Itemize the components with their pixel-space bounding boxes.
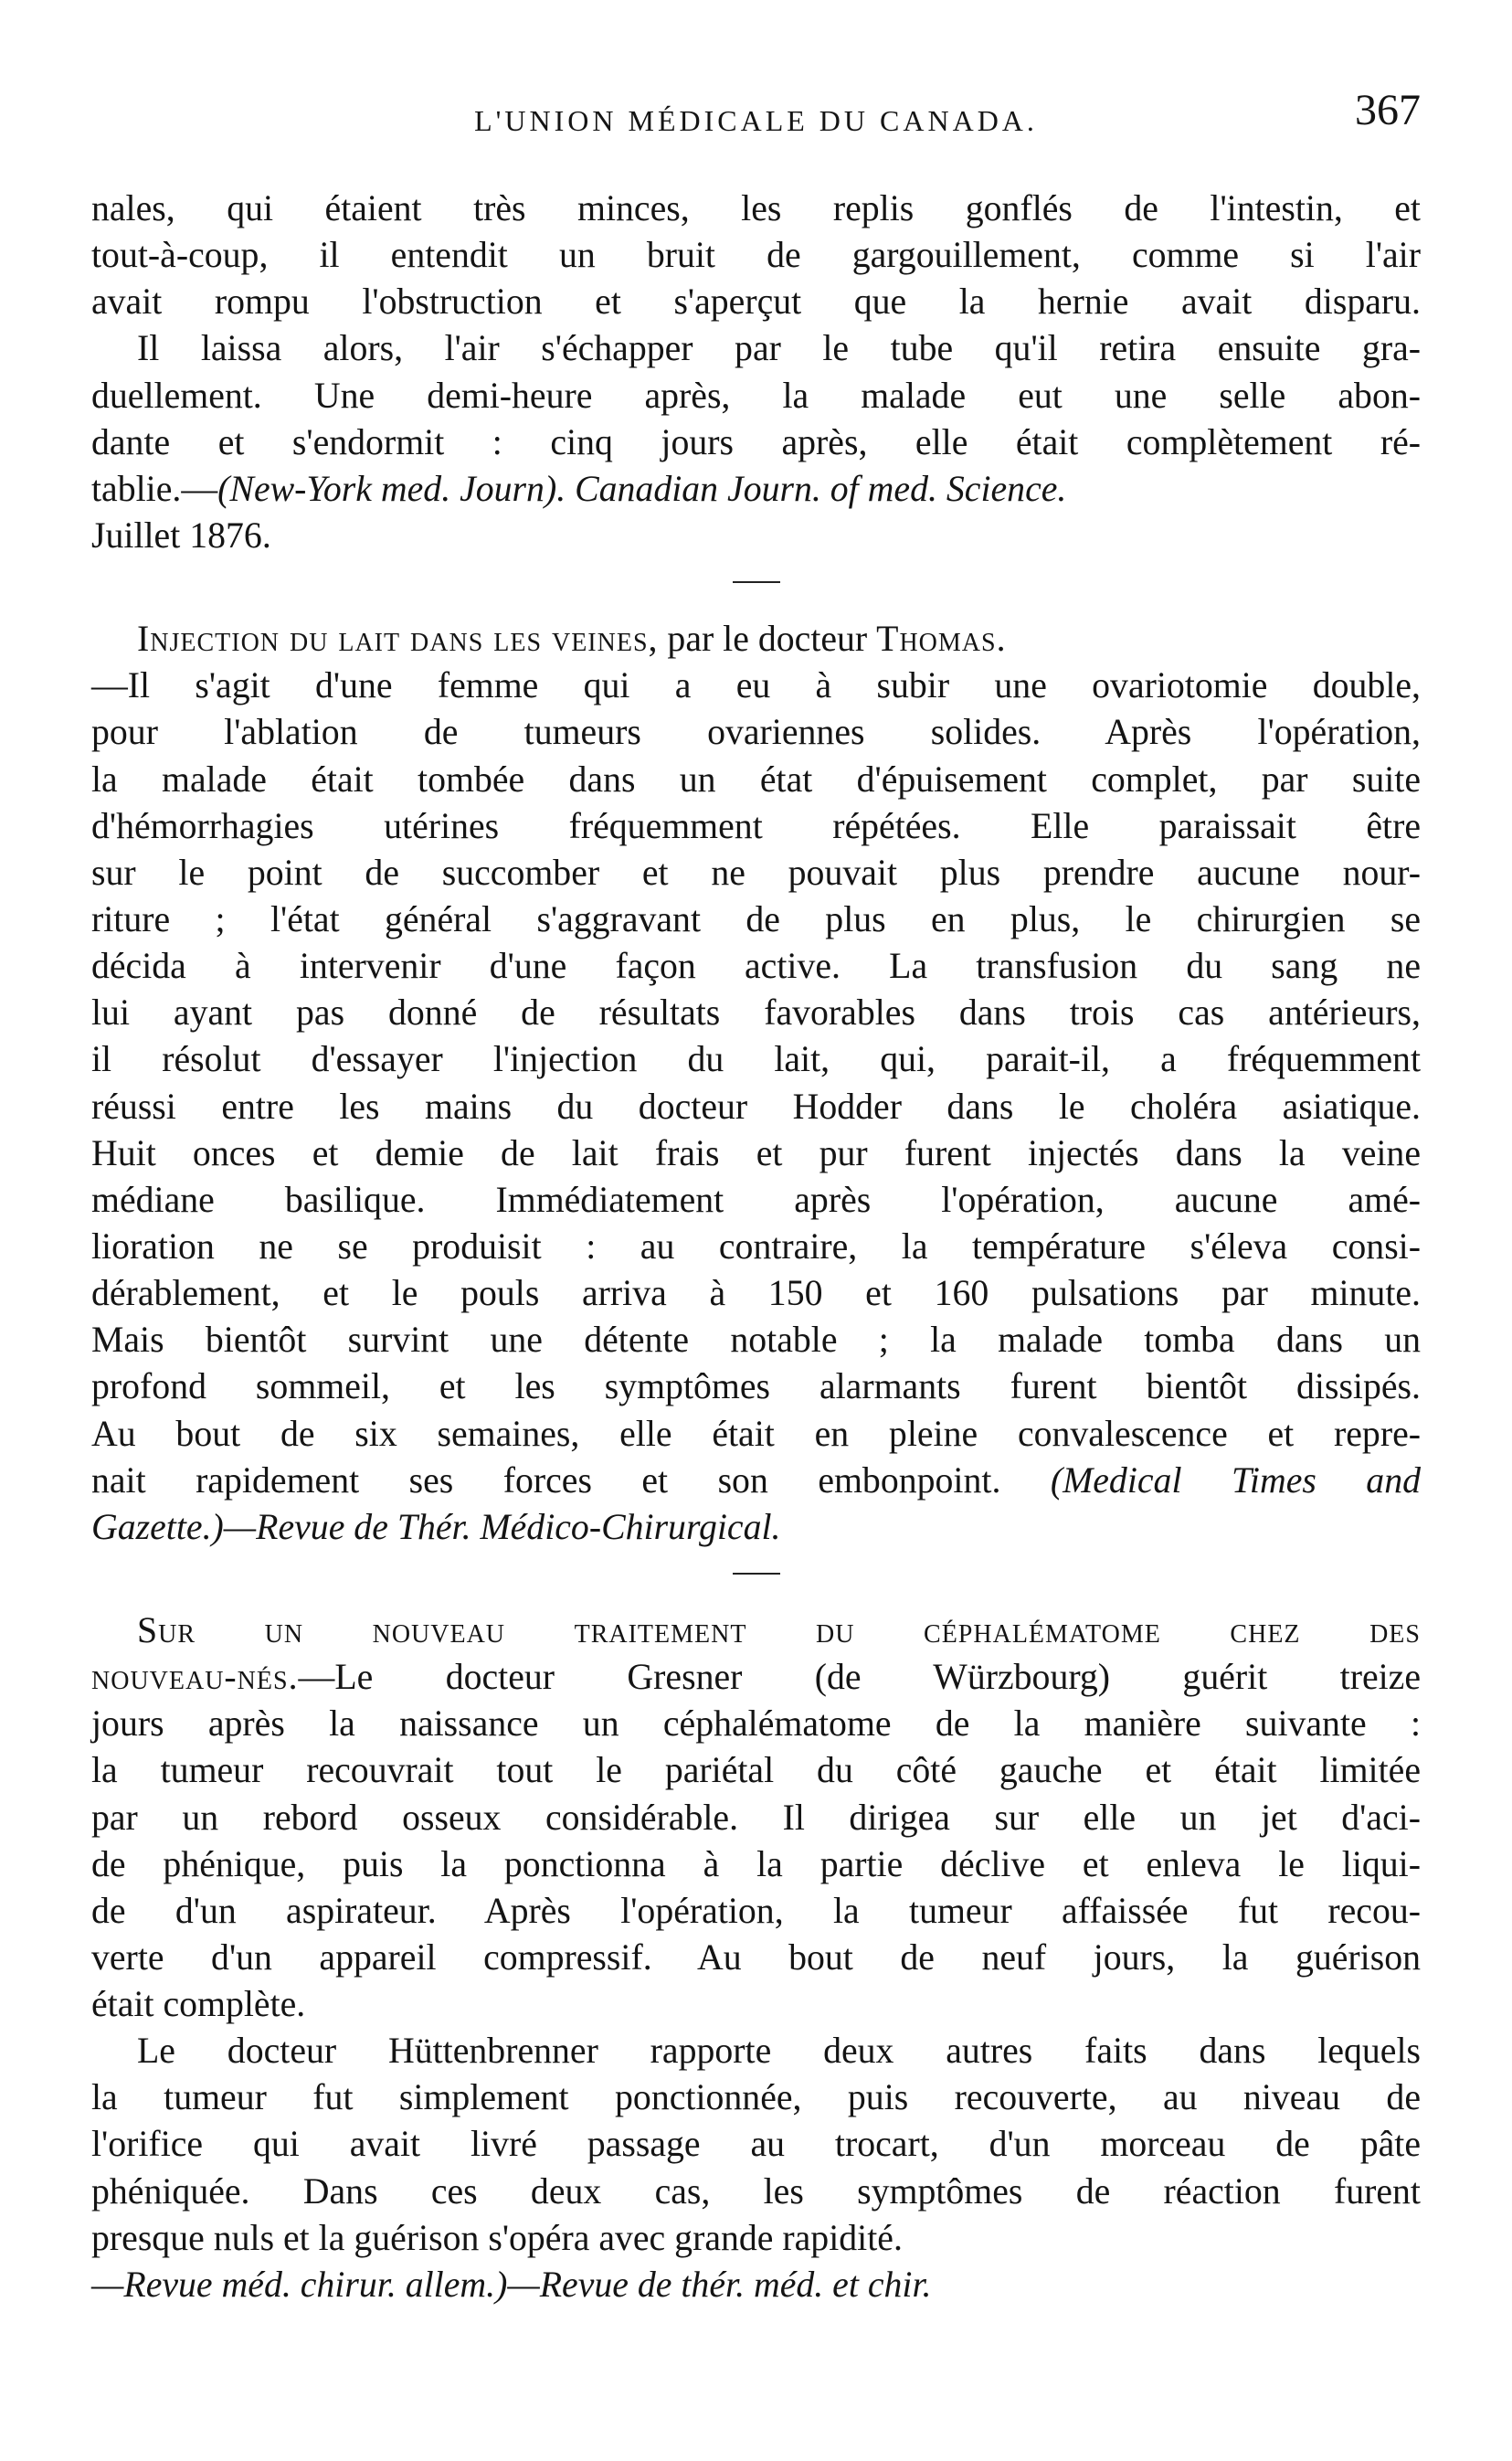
- text-line: il résolut d'essayer l'injection du lait, qui, parait-il, a fréquemment: [91, 1039, 1421, 1080]
- article-title: Sur un nouveau traitement du céphalématome chez des: [137, 1609, 1421, 1650]
- article-title: Injection du lait dans les veines,: [137, 619, 659, 660]
- section-separator: [733, 1573, 780, 1575]
- page-number: 367: [1355, 86, 1421, 134]
- text-line: Mais bientôt survint une détente notable ; la malade tomba dans un: [91, 1320, 1421, 1361]
- text-line: Huit onces et demie de lait frais et pur furent injectés dans la veine: [91, 1132, 1421, 1173]
- text-line: lui ayant pas donné de résultats favorables dans trois cas antérieurs,: [91, 992, 1421, 1034]
- article-cephalhematoma: [91, 1607, 1421, 2308]
- text-line: jours après la naissance un céphalématome de la manière suivante :: [91, 1703, 1421, 1745]
- text-fragment: —Le docteur Gresner (de Würzbourg) guérit treize: [298, 1657, 1421, 1698]
- text-fragment: par le docteur: [658, 619, 877, 660]
- source-citation: Gazette.)—Revue de Thér. Médico-Chirurgical.: [91, 1506, 781, 1547]
- text-line: riture ; l'état général s'aggravant de plus en plus, le chirurgien se: [91, 898, 1421, 939]
- running-head: [91, 87, 1421, 142]
- source-citation: —Revue méd. chirur. allem.)—Revue de thér. méd. et chir.: [91, 2264, 932, 2305]
- text-line: la tumeur recouvrait tout le pariétal du côté gauche et était limitée: [91, 1750, 1421, 1791]
- source-citation: (New-York med. Journ). Canadian Journ. of med. Science.: [217, 468, 1067, 509]
- text-line: Le docteur Hüttenbrenner rapporte deux autres faits dans lequels: [137, 2031, 1421, 2072]
- text-fragment: nait rapidement ses forces et son embonpoint.: [91, 1459, 1051, 1501]
- text-line: la malade était tombée dans un état d'épuisement complet, par suite: [91, 758, 1421, 800]
- text-line-reference: [91, 1458, 1421, 1504]
- text-line: presque nuls et la guérison s'opéra avec grande rapidité.: [91, 2217, 903, 2258]
- text-line: de phénique, puis la ponctionna à la partie déclive et enleva le liqui-: [91, 1843, 1421, 1884]
- citation-date: Juillet 1876.: [91, 514, 271, 556]
- text-line: d'hémorrhagies utérines fréquemment répétées. Elle paraissait être: [91, 805, 1421, 846]
- text-line: de d'un aspirateur. Après l'opération, la tumeur affaissée fut recou-: [91, 1890, 1421, 1931]
- text-line: médiane basilique. Immédiatement après l'opération, aucune amé-: [91, 1179, 1421, 1220]
- text-line: phéniquée. Dans ces deux cas, les symptômes de réaction furent: [91, 2170, 1421, 2212]
- text-line: était complète.: [91, 1984, 306, 2025]
- article-milk-injection: [91, 616, 1421, 1551]
- text-line: dérablement, et le pouls arriva à 150 et 160 pulsations par minute.: [91, 1273, 1421, 1314]
- text-line: la tumeur fut simplement ponctionnée, puis recouverte, au niveau de: [91, 2077, 1421, 2118]
- text-line: lioration ne se produisit : au contraire, la température s'éleva consi-: [91, 1225, 1421, 1267]
- text-line: par un rebord osseux considérable. Il dirigea sur elle un jet d'aci-: [91, 1797, 1421, 1838]
- text-line: Au bout de six semaines, elle était en pleine convalescence et repre-: [91, 1413, 1421, 1454]
- section-separator: [733, 581, 780, 583]
- text-line: réussi entre les mains du docteur Hodder dans le choléra asiatique.: [91, 1086, 1421, 1127]
- text-line: avait rompu l'obstruction et s'aperçut que la hernie avait disparu.: [91, 281, 1421, 323]
- text-line: l'orifice qui avait livré passage au trocart, d'un morceau de pâte: [91, 2124, 1421, 2165]
- text-line: dante et s'endormit : cinq jours après, elle était complètement ré-: [91, 421, 1421, 462]
- journal-title: L'UNION MÉDICALE DU CANADA.: [474, 104, 1038, 137]
- text-fragment: tablie.—: [91, 468, 218, 509]
- text-line: sur le point de succomber et ne pouvait plus prendre aucune nour-: [91, 852, 1421, 893]
- text-line-reference: [91, 466, 1421, 513]
- article-hernia-continued: [91, 186, 1421, 559]
- text-line: duellement. Une demi-heure après, la malade eut une selle abon-: [91, 375, 1421, 416]
- text-line: profond sommeil, et les symptômes alarmants furent bientôt dissipés.: [91, 1366, 1421, 1407]
- text-line: décida à intervenir d'une façon active. La transfusion du sang ne: [91, 946, 1421, 987]
- text-line: Il laissa alors, l'air s'échapper par le tube qu'il retira ensuite gra-: [137, 328, 1421, 369]
- text-line: nales, qui étaient très minces, les replis gonflés de l'intestin, et: [91, 188, 1421, 228]
- text-line: tout-à-coup, il entendit un bruit de gargouillement, comme si l'air: [91, 235, 1421, 276]
- source-citation: (Medical Times and: [1050, 1459, 1422, 1501]
- text-line: verte d'un appareil compressif. Au bout de neuf jours, la guérison: [91, 1936, 1421, 1978]
- article-heading: [91, 616, 1421, 663]
- article-author: Thomas.: [876, 619, 1007, 660]
- text-line: —Il s'agit d'une femme qui a eu à subir une ovariotomie double,: [91, 665, 1421, 706]
- article-title: nouveau-nés.: [91, 1657, 299, 1698]
- article-heading: [91, 1654, 1421, 1701]
- text-line: pour l'ablation de tumeurs ovariennes solides. Après l'opération,: [91, 712, 1421, 753]
